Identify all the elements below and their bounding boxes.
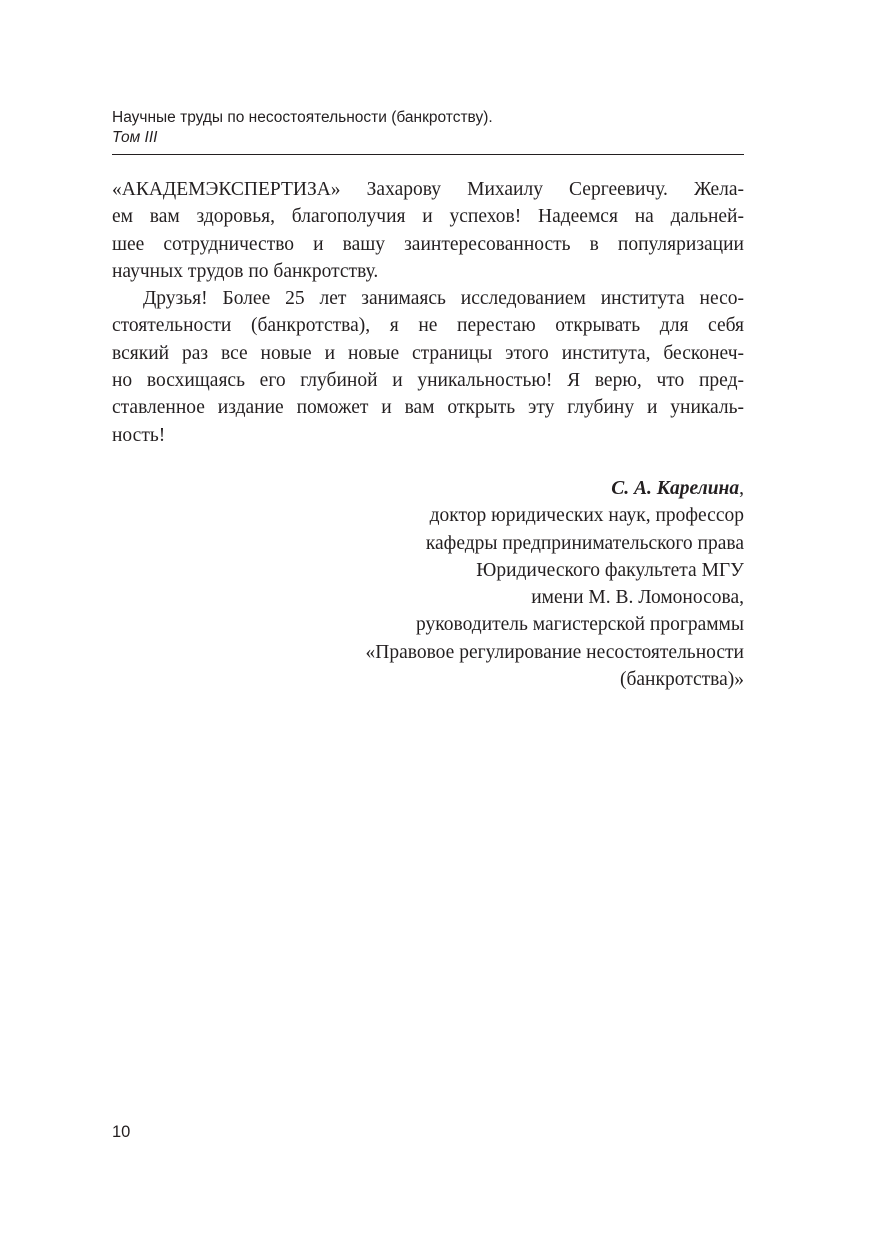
signature-line: Юридического факультета МГУ: [476, 559, 744, 581]
text-line: «АКАДЕМЭКСПЕРТИЗА» Захарову Михаилу Сергеевичу. Жела-: [112, 179, 744, 200]
text-line: Друзья! Более 25 лет занимаясь исследованием института несо-: [143, 288, 744, 310]
running-header-series-title: Научные труды по несостоятельности (банкротству).: [112, 109, 493, 126]
main-text: [112, 176, 744, 449]
signature-author-comma: ,: [739, 478, 744, 499]
text-line: научных трудов по банкротству.: [112, 260, 379, 282]
text-line: ставленное издание поможет и вам открыть эту глубину и уникаль-: [112, 397, 744, 419]
running-header-volume: Том III: [112, 129, 158, 146]
text-line: ность!: [112, 424, 166, 446]
signature-block: [184, 475, 744, 693]
text-line: всякий раз все новые и новые страницы этого института, бесконеч-: [112, 342, 744, 364]
paragraph-2: [112, 285, 744, 449]
signature-line: (банкротства)»: [619, 669, 744, 691]
signature-author: С. А. Карелина: [611, 478, 740, 499]
signature-line: «Правовое регулирование несостоятельности: [365, 641, 744, 663]
header-divider: [112, 154, 744, 155]
signature-line: руководитель магистерской программы: [416, 614, 744, 636]
signature-author-line: [184, 475, 744, 502]
text-line: но восхищаясь его глубиной и уникальностью! Я верю, что пред-: [112, 370, 744, 392]
text-line: шее сотрудничество и вашу заинтересованность в популяризации: [112, 233, 744, 255]
signature-line: имени М. В. Ломоносова,: [531, 587, 744, 609]
paragraph-1: [112, 176, 744, 285]
signature-line: доктор юридических наук, профессор: [429, 505, 744, 527]
text-line: ем вам здоровья, благополучия и успехов! Надеемся на дальней-: [112, 206, 744, 228]
signature-line: кафедры предпринимательского права: [425, 532, 744, 554]
text-line: стоятельности (банкротства), я не перестаю открывать для себя: [112, 315, 744, 337]
running-header: [112, 108, 744, 148]
page-number: 10: [112, 1123, 131, 1141]
